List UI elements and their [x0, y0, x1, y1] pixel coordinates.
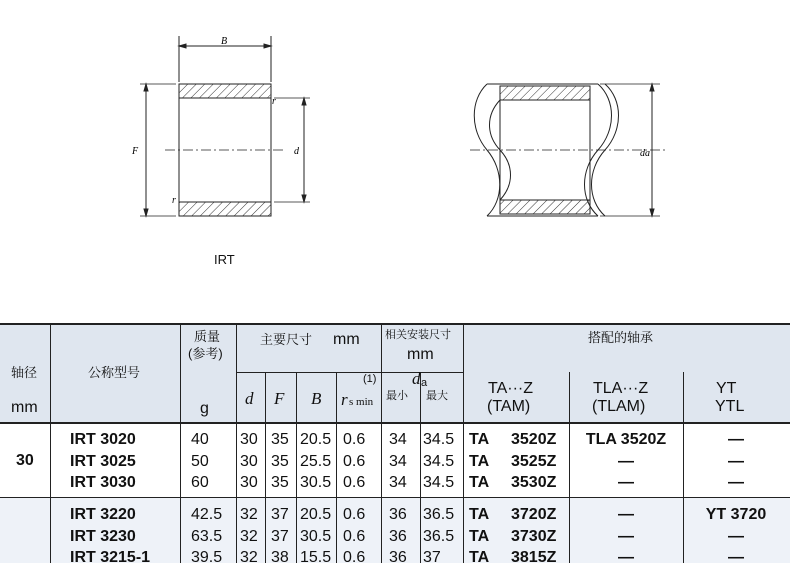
label-F: F — [132, 146, 139, 157]
header-yt-2: YTL — [715, 398, 745, 415]
cell-ta-prefix: TA — [469, 527, 490, 545]
label-r-top: r — [272, 96, 276, 107]
cell-da-max: 34.5 — [423, 474, 455, 491]
cell-ta-prefix: TA — [469, 474, 490, 491]
label-d: d — [294, 146, 299, 157]
cell-B: 30.5 — [300, 527, 332, 545]
header-model: 公称型号 — [88, 365, 141, 380]
col-divider — [381, 323, 382, 563]
col-divider — [683, 372, 684, 563]
cell-model: IRT 3020 — [70, 431, 136, 448]
cell-da-min: 34 — [389, 431, 407, 448]
header-install-unit: mm — [407, 346, 434, 363]
header-main-dims-unit: mm — [333, 331, 360, 348]
cell-mass: 60 — [191, 474, 209, 491]
cell-da-max: 36.5 — [423, 527, 455, 545]
cell-ta-num: 3815Z — [511, 549, 557, 566]
cell-model: IRT 3230 — [70, 527, 136, 545]
cell-mass: 40 — [191, 431, 209, 448]
group-bore: 30 — [16, 452, 34, 469]
cell-d: 32 — [240, 527, 258, 545]
cell-F: 37 — [271, 506, 289, 523]
header-col-B: B — [311, 389, 322, 408]
cell-mass: 63.5 — [191, 527, 223, 545]
col-divider — [236, 323, 237, 563]
col-divider — [180, 323, 181, 563]
cell-B: 20.5 — [300, 431, 332, 448]
label-B: B — [221, 36, 228, 47]
cell-da-max: 34.5 — [423, 431, 455, 448]
sub-header-rule — [236, 372, 463, 373]
cell-d: 32 — [240, 506, 258, 523]
cell-ta-prefix: TA — [469, 431, 490, 448]
header-rs-note: (1) — [363, 373, 377, 385]
cell-tla: — — [618, 474, 634, 491]
header-tla-1: TLA···Z — [593, 380, 649, 397]
cell-F: 35 — [271, 452, 289, 470]
cell-model: IRT 3215-1 — [70, 549, 151, 566]
cell-rs: 0.6 — [343, 431, 366, 448]
cell-da-min: 34 — [389, 474, 407, 491]
table-top-rule — [0, 323, 790, 325]
cell-yt: — — [728, 527, 744, 545]
cell-tla: — — [618, 527, 634, 545]
cell-mass: 42.5 — [191, 506, 223, 523]
cell-tla: — — [618, 506, 634, 523]
cell-B: 30.5 — [300, 474, 332, 491]
cell-ta-num: 3720Z — [511, 506, 557, 523]
label-r-bottom: r — [172, 195, 176, 206]
cell-F: 35 — [271, 474, 289, 491]
cell-ta-num: 3530Z — [511, 474, 557, 491]
cell-da-min: 36 — [389, 527, 407, 545]
header-bore-unit: mm — [11, 399, 38, 416]
cell-da-min: 36 — [389, 506, 407, 523]
cell-tla: TLA 3520Z — [585, 431, 667, 448]
header-col-rs: r — [341, 390, 348, 409]
cell-B: 20.5 — [300, 506, 332, 523]
header-main-dims: 主要尺寸 — [260, 332, 313, 347]
cell-F: 37 — [271, 527, 289, 545]
cell-F: 38 — [271, 549, 289, 566]
header-col-d: d — [245, 389, 254, 408]
cell-ta-prefix: TA — [469, 549, 490, 566]
cell-model: IRT 3030 — [70, 474, 136, 491]
col-divider — [296, 372, 297, 563]
col-divider — [420, 372, 421, 563]
cell-rs: 0.6 — [343, 527, 366, 545]
cell-ta-num: 3525Z — [511, 452, 557, 470]
cell-yt: YT 3720 — [705, 506, 767, 523]
header-install-da: d — [412, 369, 421, 388]
cell-da-min: 36 — [389, 549, 407, 566]
cell-rs: 0.6 — [343, 452, 366, 470]
cell-mass: 39.5 — [191, 549, 223, 566]
header-mass: 质量 — [194, 329, 221, 344]
cell-F: 35 — [271, 431, 289, 448]
cell-model: IRT 3220 — [70, 506, 136, 523]
header-install: 相关安装尺寸 — [385, 329, 451, 341]
cell-d: 30 — [240, 452, 258, 470]
label-da: da — [640, 148, 650, 159]
cell-yt: — — [728, 549, 744, 566]
cell-ta-prefix: TA — [469, 452, 490, 470]
header-col-rs-sub: s min — [349, 396, 374, 408]
header-col-F: F — [274, 389, 285, 408]
col-divider — [569, 372, 570, 563]
cell-B: 15.5 — [300, 549, 332, 566]
irt-section-view — [140, 36, 310, 216]
cell-tla: — — [618, 452, 634, 470]
cell-yt: — — [728, 474, 744, 491]
cell-da-max: 37 — [423, 549, 441, 566]
header-tla-2: (TLAM) — [592, 398, 646, 415]
header-ta-2: (TAM) — [487, 398, 531, 415]
header-install-da-sub: a — [421, 377, 428, 389]
cell-rs: 0.6 — [343, 506, 366, 523]
cell-mass: 50 — [191, 452, 209, 470]
col-divider — [463, 323, 464, 563]
cell-model: IRT 3025 — [70, 452, 136, 470]
cell-da-max: 36.5 — [423, 506, 455, 523]
cell-ta-prefix: TA — [469, 506, 490, 523]
col-divider — [50, 323, 51, 563]
col-divider — [336, 372, 337, 563]
col-divider — [265, 372, 266, 563]
cell-tla: — — [618, 549, 634, 566]
cell-d: 30 — [240, 431, 258, 448]
header-bore: 轴径 — [11, 365, 38, 380]
header-mass-unit: g — [200, 400, 209, 417]
cell-da-max: 34.5 — [423, 452, 455, 470]
header-ta-1: TA···Z — [488, 380, 534, 397]
cell-da-min: 34 — [389, 452, 407, 470]
cell-rs: 0.6 — [343, 474, 366, 491]
cell-B: 25.5 — [300, 452, 332, 470]
cell-ta-num: 3520Z — [511, 431, 557, 448]
cell-yt: — — [728, 452, 744, 470]
header-mass-ref: (参考) — [188, 346, 223, 361]
cell-d: 30 — [240, 474, 258, 491]
mounting-view — [470, 84, 665, 216]
header-yt-1: YT — [716, 380, 737, 397]
header-bearings: 搭配的轴承 — [588, 330, 654, 345]
group-divider — [0, 497, 790, 498]
cell-d: 32 — [240, 549, 258, 566]
header-install-max: 最大 — [426, 390, 448, 402]
cell-yt: — — [728, 431, 744, 448]
header-install-min: 最小 — [386, 390, 408, 402]
cell-ta-num: 3730Z — [511, 527, 557, 545]
cell-rs: 0.6 — [343, 549, 366, 566]
left-caption: IRT — [214, 252, 235, 267]
header-bottom-rule — [0, 422, 790, 424]
